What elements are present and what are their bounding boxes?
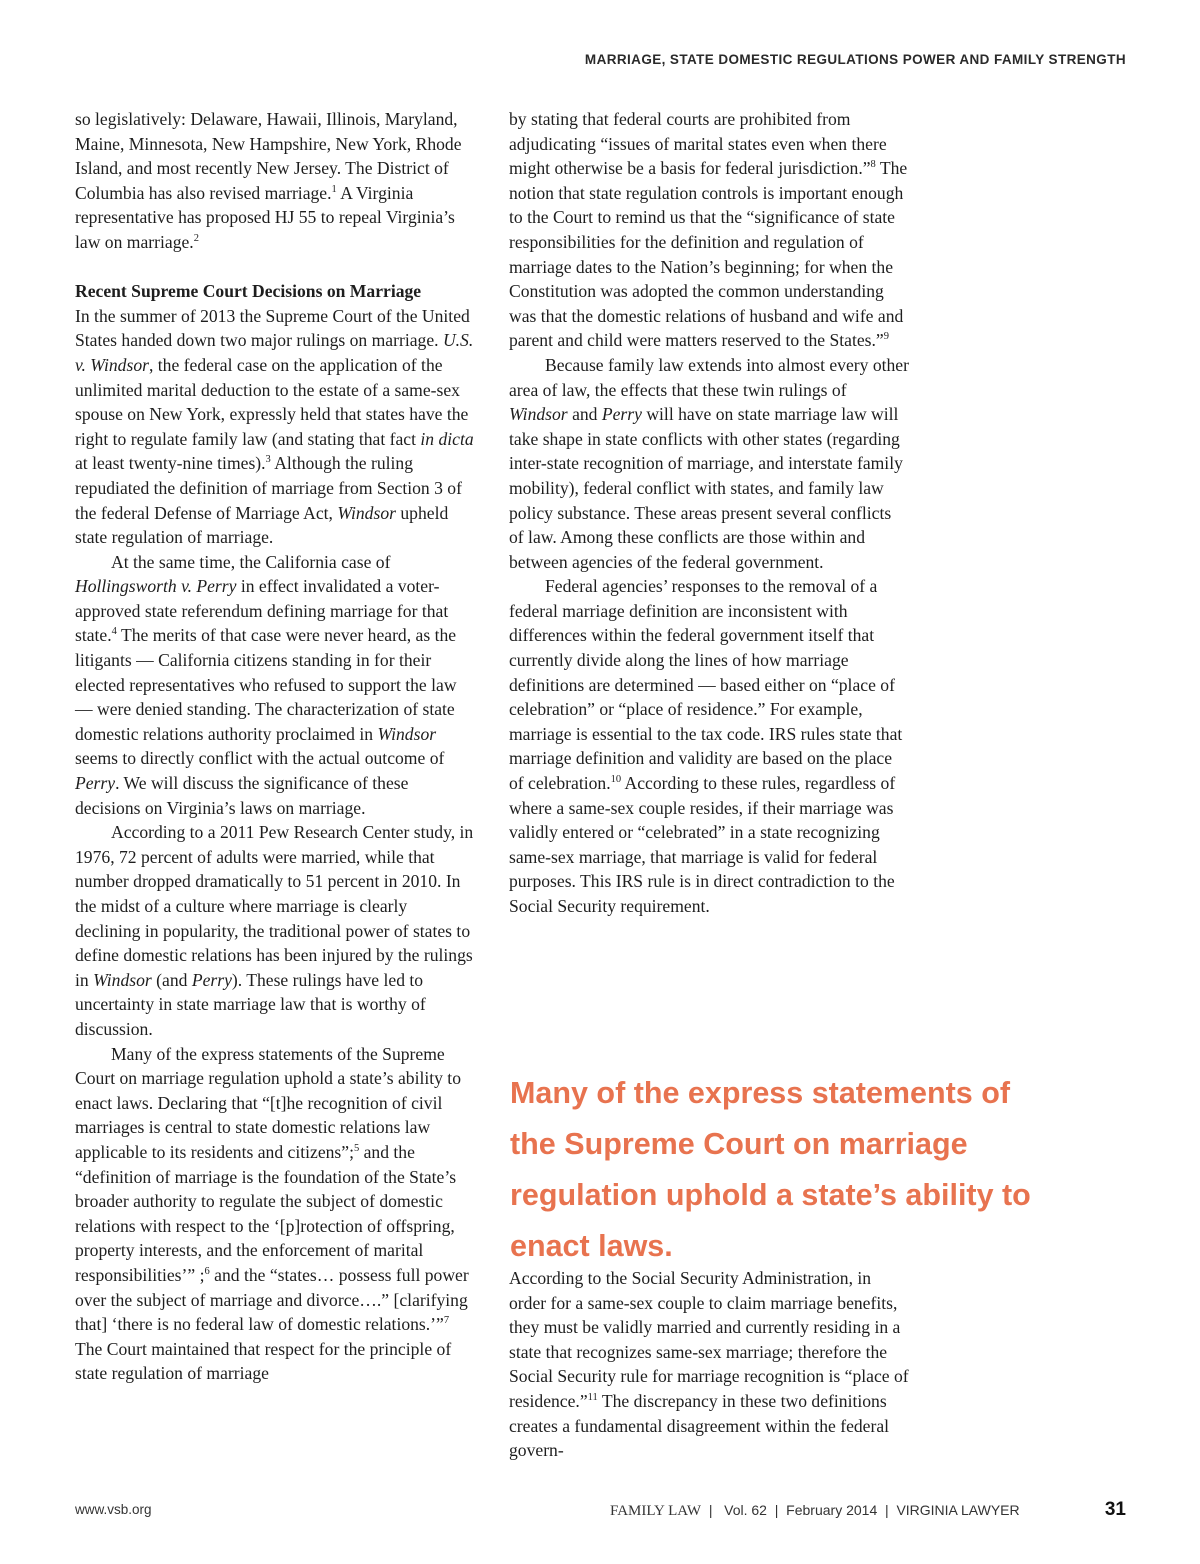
right-column-continued	[509, 1266, 909, 1463]
paragraph: Federal agencies’ responses to the removal of a federal marriage definition are inconsistent with differences within the federal government itself that currently divide along the lines of how marriage definitions are determined — based either on “place of celebration” or “place of residence.” For example, marriage is essential to the tax code. IRS rules state that marriage definition and validity are based on the place of celebration.$^{10}$ According to these rules, regardless of where a same-sex couple resides, if their marriage was validly entered or “celebrated” in a state recognizing same-sex marriage, that marriage is valid for federal purposes. This IRS rule is in direct contradiction to the Social Security requirement.	[509, 576, 903, 916]
running-head: MARRIAGE, STATE DOMESTIC REGULATIONS POWER AND FAMILY STRENGTH	[584, 52, 1126, 67]
footer-publication: VIRGINIA LAWYER	[896, 1502, 1020, 1518]
paragraph: In the summer of 2013 the Supreme Court of the United States handed down two major rulings on marriage. U.S. v. Windsor, the federal case on the application of the unlimited marital deduction to the estate of a same-sex spouse on New York, expressly held that states have the right to regulate family law (and stating that fact in dicta at least twenty-nine times).$^3$ Although the ruling repudiated the definition of marriage from Section 3 of the federal Defense of Marriage Act, Windsor upheld state regulation of marriage.	[75, 305, 474, 548]
paragraph: so legislatively: Delaware, Hawaii, Illinois, Maryland, Maine, Minnesota, New Hampshire, New York, Rhode Island, and most recently New Jersey. The District of Columbia has also revised marriage.$^1$ A Virginia representative has proposed HJ 55 to repeal Virginia’s law on marriage.$^2$	[75, 109, 462, 252]
page-number: 31	[1104, 1499, 1126, 1520]
pull-quote: Many of the express statements of the Supreme Court on marriage regulation uphold a state’s ability to enact laws.	[510, 1076, 1031, 1263]
section-heading: Recent Supreme Court Decisions on Marriage	[75, 281, 422, 302]
paragraph: According to the Social Security Administration, in order for a same-sex couple to claim marriage benefits, they must be validly married and currently residing in a state that recognizes same-sex marriage; therefore the Social Security rule for marriage recognition is “place of residence.”$^{11}$ The discrepancy in these two definitions creates a fundamental disagreement within the federal govern-	[509, 1268, 909, 1461]
left-column	[75, 107, 475, 1386]
paragraph: According to a 2011 Pew Research Center study, in 1976, 72 percent of adults were married, while that number dropped dramatically to 51 percent in 2010. In the midst of a culture where marriage is clearly declining in popularity, the traditional power of states to define domestic relations has been injured by the rulings in Windsor (and Perry). These rulings have led to uncertainty in state marriage law that is worthy of discussion.	[75, 822, 474, 1039]
paragraph: At the same time, the California case of Hollingsworth v. Perry in effect invalidated a voter-approved state referendum defining marriage for that state.$^4$ The merits of that case were never heard, as the litigants — California citizens standing in for their elected representatives who refused to support the law — were denied standing. The characterization of state domestic relations authority proclaimed in Windsor seems to directly conflict with the actual outcome of Perry. We will discuss the significance of these decisions on Virginia’s laws on marriage.	[75, 551, 457, 818]
right-column	[509, 107, 909, 919]
footer-date: February 2014	[786, 1502, 878, 1518]
footer-section: FAMILY LAW	[610, 1503, 702, 1519]
footer-volume: Vol. 62	[724, 1502, 767, 1518]
paragraph: Because family law extends into almost every other area of law, the effects that these twin rulings of Windsor and Perry will have on state marriage law will take shape in state conflicts with other states (regarding inter-state recognition of marriage, and interstate family mobility), federal conflict with states, and family law policy substance. These areas present several conflicts of law. Among these conflicts are those within and between agencies of the federal government.	[509, 354, 909, 572]
footer-url[interactable]: www.vsb.org	[75, 1502, 152, 1517]
paragraph: Many of the express statements of the Supreme Court on marriage regulation uphold a state’s ability to enact laws. Declaring that “[t]he recognition of civil marriages is central to state domestic relations law applicable to its residents and citizens”;$^5$ and the “definition of marriage is the foundation of the State’s broader authority to regulate the subject of domestic relations with respect to the ‘[p]rotection of offspring, property interests, and the enforcement of marital responsibilities’” ;$^6$ and the “states… possess full power over the subject of marriage and divorce….” [clarifying that] ‘there is no federal law of domestic relations.’”$^7$ The Court maintained that respect for the principle of state regulation of marriage	[75, 1043, 469, 1384]
footer-info	[610, 1502, 1020, 1520]
paragraph: by stating that federal courts are prohibited from adjudicating “issues of marital states even when there might otherwise be a basis for federal jurisdiction.”$^8$ The notion that state regulation controls is important enough to the Court to remind us that the “significance of state responsibilities for the definition and regulation of marriage dates to the Nation’s beginning; for when the Constitution was adopted the common understanding was that the domestic relations of husband and wife and parent and child were matters reserved to the States.”$^9$	[509, 109, 908, 351]
footer-separator: |	[885, 1502, 889, 1518]
footer-separator: |	[708, 1502, 713, 1518]
footer-separator: |	[774, 1502, 779, 1518]
